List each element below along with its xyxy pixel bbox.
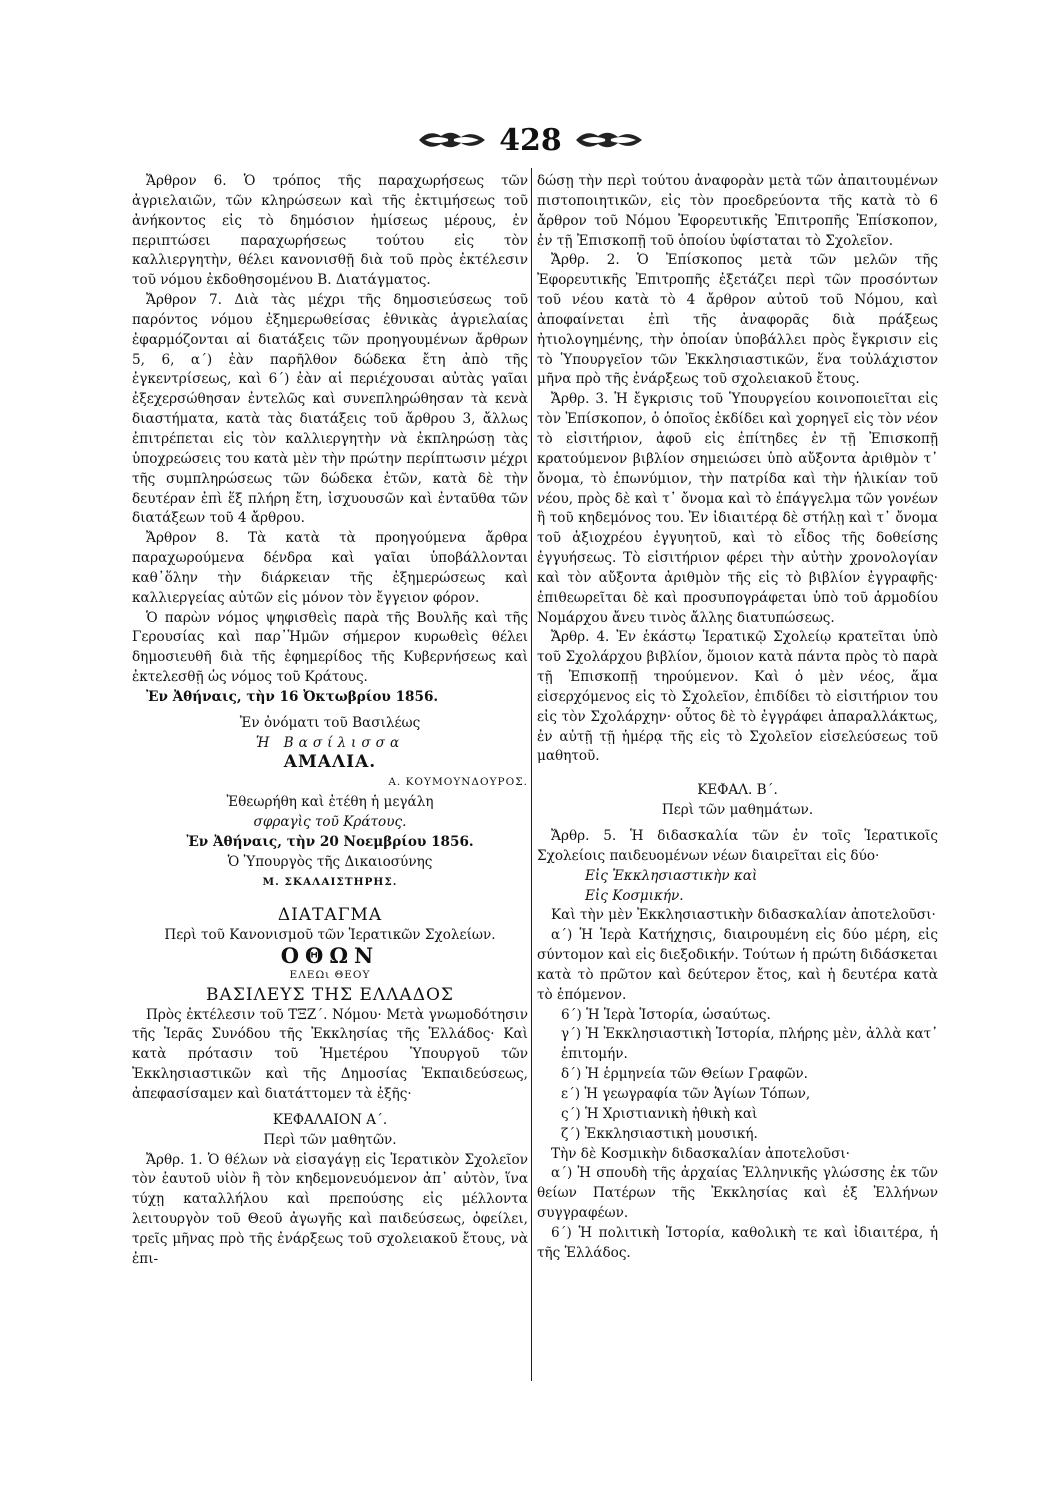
queen-name: ΑΜΑΛΙΑ. (283, 752, 377, 773)
article-1: Ἄρθρ. 1. Ὁ θέλων νὰ εἰσαγάγῃ εἰς Ἱερατικὸν Σχολεῖον τὸν ἑαυτοῦ υἱὸν ἢ τὸν κηδεμονευόμενον ἀπ᾽ αὐτὸν, ἵνα τύχῃ καταλλήλου καὶ πρεπούσης εἰς μέλλοντα λειτουργὸν τοῦ Θεοῦ ἀγωγῆς καὶ παιδεύσεως, ὀφείλει, τρεῖς μῆνας πρὸ τῆς ἐνάρξεως τοῦ σχολειακοῦ ἔτους, νὰ ἐπι- (132, 1151, 528, 1267)
seal-line-2: σφραγὶς τοῦ Κράτους. (253, 814, 407, 830)
article-1-continued: δώσῃ τὴν περὶ τούτου ἀναφορὰν μετὰ τῶν ἀπαιτουμένων πιστοποιητικῶν, εἰς τὸν προεδρεύοντα τῆς κατὰ τὸ 6 ἄρθρον τοῦ Νόμου Ἐφορευτικῆς Ἐπιτροπῆς Ἐπίσκοπον, ἐν τῇ Ἐπισκοπῇ τοῦ ὁποίου ὑφίσταται τὸ Σχολεῖον. (537, 173, 938, 249)
chapter-a-subtitle: Περὶ τῶν μαθητῶν. (263, 1131, 397, 1148)
justice-minister-title: Ὁ Ὑπουργὸς τῆς Δικαιοσύνης (227, 853, 433, 870)
decree-subject: Περὶ τοῦ Κανονισμοῦ τῶν Ἱερατικῶν Σχολείων. (164, 927, 496, 944)
secular-item-b: 6΄) Ἡ πολιτικὴ Ἱστορία, καθολικὴ τε καὶ ἰδιαιτέρα, ἡ τῆς Ἑλλάδος. (537, 1224, 938, 1261)
eccl-item-b: 6΄) Ἡ Ἱερὰ Ἱστορία, ὡσαύτως. (561, 1006, 771, 1023)
article-5: Ἄρθρ. 5. Ἡ διδασκαλία τῶν ἐν τοῖς Ἱερατικοῖς Σχολείοις παιδευομένων νέων διαιρεῖται εἰς δύο· (537, 828, 938, 864)
division-secular: Εἰς Κοσμικήν. (585, 887, 684, 904)
eccl-item-e: ε΄) Ἡ γεωγραφία τῶν Ἁγίων Τόπων, (561, 1085, 811, 1102)
ornament-left-icon (417, 127, 487, 153)
chapter-a-heading: ΚΕΦΑΛΑΙΟΝ Α΄. (272, 1111, 388, 1128)
queen-title: Ἡ Βασίλισσα (255, 734, 405, 751)
decree-preamble: Πρὸς ἐκτέλεσιν τοῦ ΤΞΖ΄. Νόμου· Μετὰ γνωμοδότησιν τῆς Ἱερᾶς Συνόδου τῆς Ἐκκλησίας τῆς Ἑλλάδος· Καὶ κατὰ πρότασιν τοῦ Ἡμετέρου Ὑπουργοῦ τῶν Ἐκκλησιαστικῶν καὶ τῆς Δημοσίας Ἐκπαιδεύσεως, ἀπεφασίσαμεν καὶ διατάττομεν τὰ ἑξῆς· (132, 1006, 528, 1102)
article-2: Ἄρθρ. 2. Ὁ Ἐπίσκοπος μετὰ τῶν μελῶν τῆς Ἐφορευτικῆς Ἐπιτροπῆς ἐξετάζει περὶ τῶν προσόντων τοῦ νέου κατὰ τὸ 4 ἄρθρον αὐτοῦ τοῦ Νόμου, καὶ ἀποφαίνεται ἐπὶ τῆς ἀναφορᾶς διὰ πράξεως ἠτιολογημένης, τὴν ὁποίαν ὑποβάλλει πρὸς ἔγκρισιν εἰς τὸ Ὑπουργεῖον τῶν Ἐκκλησιαστικῶν, ἕνα τοὐλάχιστον μῆνα πρὸ τῆς ἐνάρξεως τοῦ σχολειακοῦ ἔτους. (537, 252, 938, 388)
ecclesiastical-intro: Καὶ τὴν μὲν Ἐκκλησιαστικὴν διδασκαλίαν ἀποτελοῦσι· (551, 907, 936, 924)
ornament-right-icon (574, 127, 644, 153)
king-title: ΒΑΣΙΛΕΥΣ ΤΗΣ ΕΛΛΑΔΟΣ (206, 984, 454, 1005)
page-header (0, 120, 1061, 160)
right-column (537, 172, 938, 1264)
chapter-b-heading: ΚΕΦΑΛ. Β΄. (697, 782, 778, 799)
king-name: ΟΘΩΝ (280, 943, 380, 969)
seal-line-1: Ἐθεωρήθη καὶ ἐτέθη ἡ μεγάλη (226, 794, 434, 811)
division-ecclesiastical: Εἰς Ἐκκλησιαστικὴν καὶ (585, 867, 758, 884)
eccl-item-g: ζ΄) Ἐκκλησιαστικὴ μουσική. (561, 1125, 758, 1142)
on-behalf-line: Ἐν ὀνόματι τοῦ Βασιλέως (239, 714, 421, 731)
eccl-item-f: ς΄) Ἡ Χριστιανικὴ ἠθικὴ καὶ (561, 1105, 758, 1122)
article-8: Ἄρθρον 8. Τὰ κατὰ τὰ προηγούμενα ἄρθρα παραχωρούμενα δένδρα καὶ γαῖαι ὑποβάλλονται καθ᾽ὅλην τὴν διάρκειαν τῆς ἐξημερώσεως καὶ καλλιεργείας αὐτῶν εἰς μόνον τὸν ἔγγειον φόρον. (132, 530, 528, 606)
law-enactment: Ὁ παρὼν νόμος ψηφισθεὶς παρὰ τῆς Βουλῆς καὶ τῆς Γερουσίας καὶ παρ᾽Ἡμῶν σήμερον κυρωθεὶς θέλει δημοσιευθῆ διὰ τῆς ἐφημερίδος τῆς Κυβερνήσεως καὶ ἐκτελεσθῇ ὡς νόμος τοῦ Κράτους. (132, 609, 528, 686)
article-7: Ἄρθρον 7. Διὰ τὰς μέχρι τῆς δημοσιεύσεως τοῦ παρόντος νόμου ἐξημερωθείσας ἐθνικὰς ἀγριελαίας ἐφαρμόζονται αἱ διατάξεις τῶν προηγουμένων ἄρθρων 5, 6, α΄) ἐὰν παρῆλθον δώδεκα ἔτη ἀπὸ τῆς ἐγκεντρίσεως, καὶ 6΄) ἐὰν αἱ περιέχουσαι αὐτὰς γαῖαι ἐξεχερσώθησαν ἐντελῶς καὶ συνεπληρώθησαν τὰ κενὰ διαστήματα, κατὰ τὰς διατάξεις τοῦ ἄρθρου 3, ἄλλως ἐπιτρέπεται εἰς τὸν καλλιεργητὴν νὰ ἐκπληρώσῃ τὰς ὑποχρεώσεις του κατὰ μὲν τὴν πρώτην περίπτωσιν μέχρι τῆς συμπληρώσεως τῶν δώδεκα ἐτῶν, κατὰ δὲ τὴν δευτέραν ἐπὶ ἕξ πλήρη ἔτη, ἰσχυουσῶν καὶ ἐνταῦθα τῶν διατάξεων τοῦ 4 ἄρθρου. (132, 292, 528, 527)
seal-date: Ἐν Ἀθήναις, τὴν 20 Νοεμβρίου 1856. (186, 833, 474, 850)
decree-title: ΔΙΑΤΑΓΜΑ (277, 905, 383, 926)
eccl-item-d: δ΄) Ἡ ἑρμηνεία τῶν Θείων Γραφῶν. (561, 1066, 808, 1083)
eccl-item-a: α΄) Ἡ Ἱερὰ Κατήχησις, διαιρουμένη εἰς δύο μέρη, εἰς σύντομον καὶ εἰς διεξοδικήν. Τούτων ἡ πρώτη διδάσκεται κατὰ τὸ πρῶτον καὶ δεύτερον ἔτος, καὶ ἡ δευτέρα κατὰ τὸ ἑπόμενον. (537, 927, 938, 1003)
article-6: Ἄρθρον 6. Ὁ τρόπος τῆς παραχωρήσεως τῶν ἀγριελαιῶν, τῶν κληρώσεων καὶ τῆς ἐκτιμήσεως τοῦ ἀνήκοντος εἰς τὸ δημόσιον ἡμίσεως μέρους, ἐν περιπτώσει παραχωρήσεως τούτου εἰς τὸν καλλιεργητὴν, θέλει κανονισθῇ διὰ τοῦ πρὸς ἐκτέλεσιν τοῦ νόμου ἐκδοθησομένου Β. Διατάγματος. (132, 173, 528, 289)
article-3: Ἄρθρ. 3. Ἡ ἔγκρισις τοῦ Ὑπουργείου κοινοποιεῖται εἰς τὸν Ἐπίσκοπον, ὁ ὁποῖος ἐκδίδει καὶ χορηγεῖ εἰς τὸν νέον τὸ εἰσιτήριον, ἀφοῦ εἰς ἐπίτηδες ἐν τῇ Ἐπισκοπῇ κρατούμενον βιβλίον σημειώσει ὑπὸ αὔξοντα ἀριθμὸν τ᾽ ὄνομα, τὸ ἐπωνύμιον, τὴν πατρίδα καὶ τὴν ἡλικίαν τοῦ νέου, πρὸς δὲ καὶ τ᾽ ὄνομα καὶ τὸ ἐπάγγελμα τῶν γονέων ἢ τοῦ κηδεμόνος του. Ἐν ἰδιαιτέρᾳ δὲ στήλῃ καὶ τ᾽ ὄνομα τοῦ ἀξιοχρέου ἐγγυητοῦ, καὶ τὸ εἶδος τῆς δοθείσης ἐγγυήσεως. Τὸ εἰσιτήριον φέρει τὴν αὐτὴν χρονολογίαν καὶ τὸν αὔξοντα ἀριθμὸν τῆς εἰς τὸ βιβλίον ἐγγραφῆς· ἐπιθεωρεῖται δὲ καὶ προσυπογράφεται ὑπὸ τοῦ ἁρμοδίου Νομάρχου ἄνευ τινὸς ἄλλης διατυπώσεως. (537, 391, 938, 626)
law-date: Ἐν Ἀθήναις, τὴν 16 Ὀκτωβρίου 1856. (146, 688, 439, 705)
eccl-item-c: γ΄) Ἡ Ἐκκλησιαστικὴ Ἱστορία, πλήρης μὲν, ἀλλὰ κατ᾽ ἐπιτομήν. (561, 1026, 938, 1063)
king-grace: ΕΛΕΩι ΘΕΟΥ (289, 968, 371, 981)
minister-signature: Α. ΚΟΥΜΟΥΝΔΟΥΡΟΣ. (388, 776, 528, 789)
chapter-b-subtitle: Περὶ τῶν μαθημάτων. (661, 802, 814, 819)
secular-item-a: α΄) Ἡ σπουδὴ τῆς ἀρχαίας Ἑλληνικῆς γλώσσης ἐκ τῶν θείων Πατέρων τῆς Ἐκκλησίας καὶ ἐξ Ἑλλήνων συγγραφέων. (537, 1165, 938, 1222)
page-number: 428 (499, 122, 562, 158)
secular-intro: Τὴν δὲ Κοσμικὴν διδασκαλίαν ἀποτελοῦσι· (551, 1145, 851, 1162)
justice-minister-name: Μ. ΣΚΑΛΑΙΣΤΗΡΗΣ. (262, 875, 398, 888)
left-column (132, 172, 528, 1270)
column-divider (531, 168, 532, 1381)
article-4: Ἄρθρ. 4. Ἐν ἑκάστῳ Ἱερατικῷ Σχολείῳ κρατεῖται ὑπὸ τοῦ Σχολάρχου βιβλίον, ὅμοιον κατὰ πάντα πρὸς τὸ παρὰ τῇ Ἐπισκοπῇ τηρούμενον. Καὶ ὁ μὲν νέος, ἅμα εἰσερχόμενος εἰς τὸ Σχολεῖον, ἐπιδίδει τὸ εἰσιτήριον του εἰς τὸν Σχολάρχην· οὗτος δὲ τὸ ἐγγράφει ἀπαραλλάκτως, ἐν αὐτῇ τῇ ἡμέρᾳ τῆς εἰς τὸ Σχολεῖον εἰσελεύσεως τοῦ μαθητοῦ. (537, 629, 938, 765)
